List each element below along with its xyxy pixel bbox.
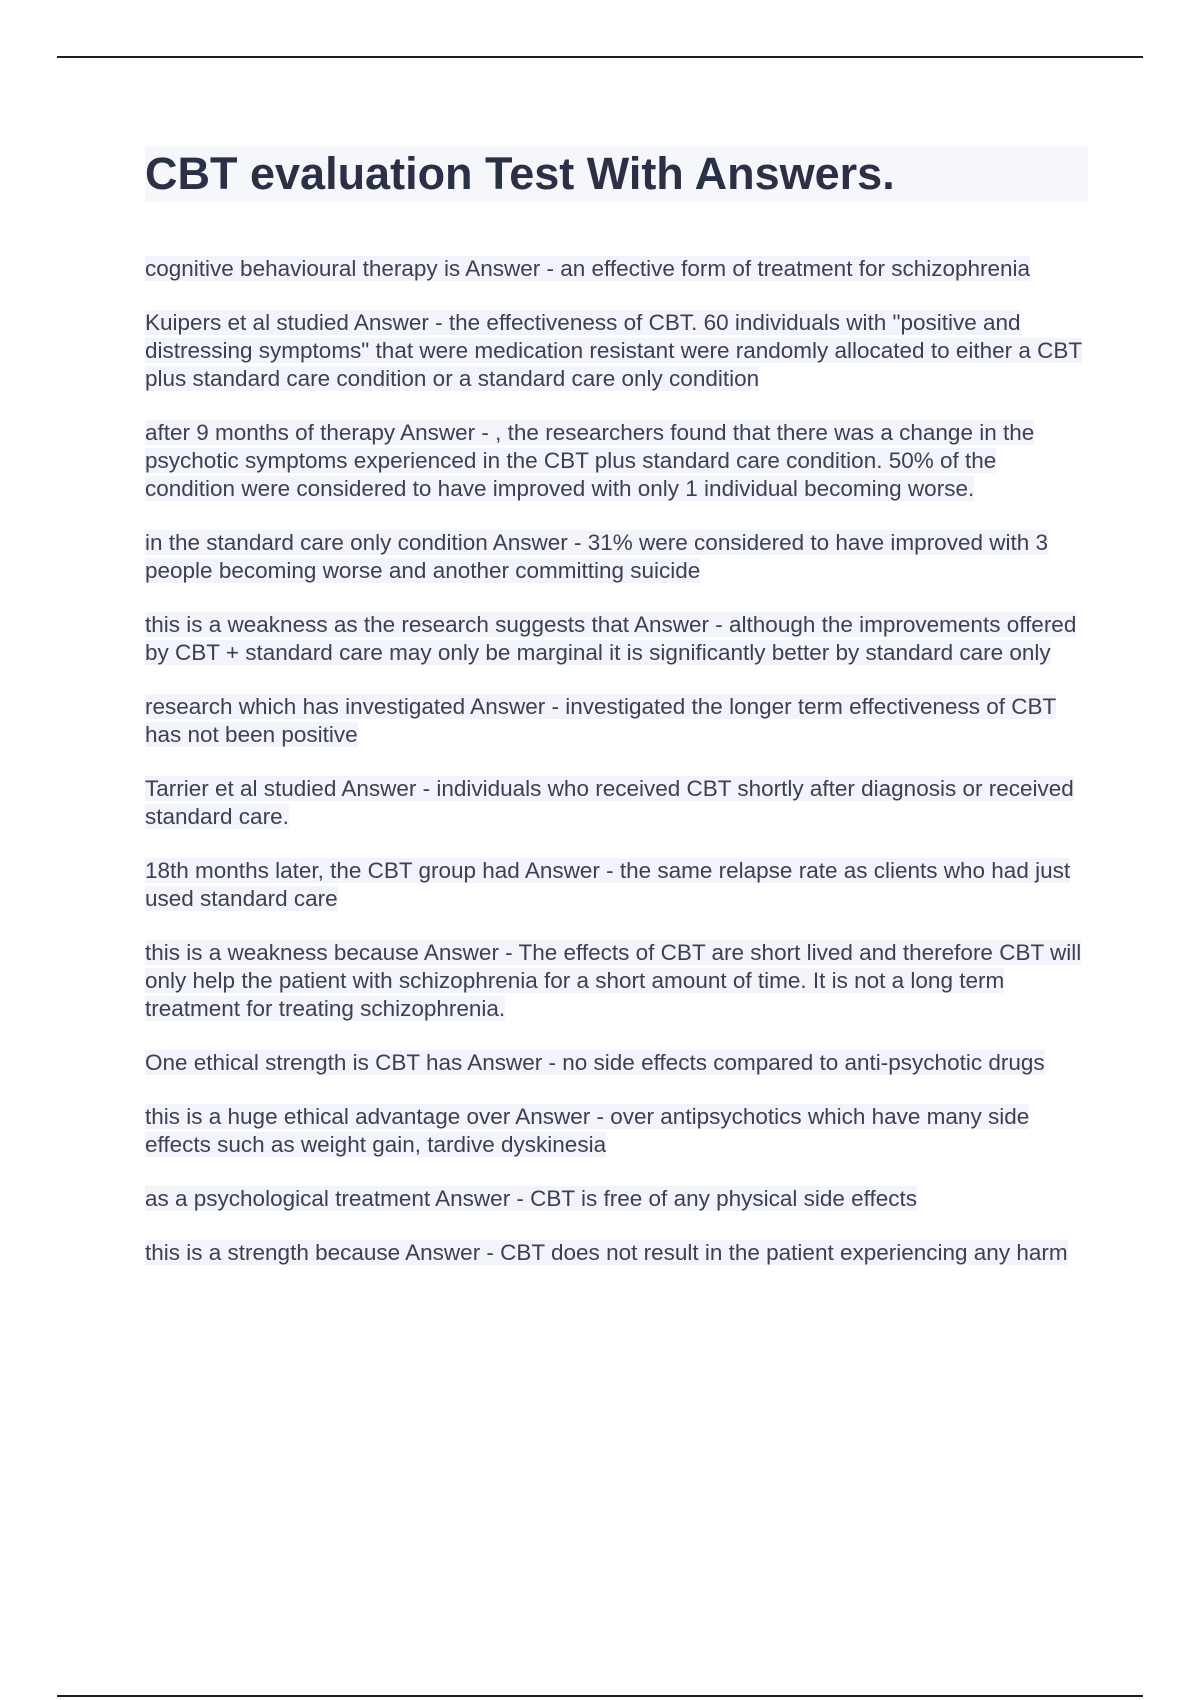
qa-item (145, 611, 1090, 667)
qa-text: 18th months later, the CBT group had Answer - the same relapse rate as clients who had just used standard care (145, 858, 1071, 911)
document-title: CBT evaluation Test With Answers. (145, 148, 895, 199)
qa-item (145, 693, 1090, 749)
qa-item (145, 857, 1090, 913)
qa-item (145, 1049, 1090, 1077)
qa-item (145, 775, 1090, 831)
qa-item (145, 1185, 1090, 1213)
qa-item (145, 1103, 1090, 1159)
qa-list (145, 255, 1090, 1293)
qa-text: cognitive behavioural therapy is Answer - an effective form of treatment for schizophrenia (145, 256, 1031, 281)
qa-text: Tarrier et al studied Answer - individuals who received CBT shortly after diagnosis or received standard care. (145, 776, 1074, 829)
qa-item (145, 255, 1090, 283)
qa-item (145, 309, 1090, 393)
qa-text: this is a huge ethical advantage over Answer - over antipsychotics which have many side effects such as weight gain, tardive dyskinesia (145, 1104, 1030, 1157)
qa-text: this is a strength because Answer - CBT does not result in the patient experiencing any harm (145, 1240, 1068, 1265)
qa-item (145, 419, 1090, 503)
qa-item (145, 939, 1090, 1023)
top-divider (57, 56, 1143, 58)
bottom-divider (57, 1695, 1143, 1697)
qa-text: this is a weakness because Answer - The effects of CBT are short lived and therefore CBT will only help the patient with schizophrenia for a short amount of time. It is not a long term treatment for treating schizophrenia. (145, 940, 1082, 1021)
qa-item (145, 1239, 1090, 1267)
qa-text: Kuipers et al studied Answer - the effectiveness of CBT. 60 individuals with "positive and distressing symptoms" that were medication resistant were randomly allocated to either a CBT plus standard care condition or a standard care only condition (145, 310, 1083, 391)
title-highlight (145, 146, 1088, 202)
qa-text: One ethical strength is CBT has Answer - no side effects compared to anti-psychotic drugs (145, 1050, 1045, 1075)
qa-item (145, 529, 1090, 585)
qa-text: after 9 months of therapy Answer - , the researchers found that there was a change in the psychotic symptoms experienced in the CBT plus standard care condition. 50% of the condition were considered to have improved with only 1 individual becoming worse. (145, 420, 1035, 501)
qa-text: as a psychological treatment Answer - CBT is free of any physical side effects (145, 1186, 918, 1211)
qa-text: in the standard care only condition Answer - 31% were considered to have improved with 3 people becoming worse and another committing suicide (145, 530, 1048, 583)
qa-text: research which has investigated Answer - investigated the longer term effectiveness of CBT has not been positive (145, 694, 1057, 747)
qa-text: this is a weakness as the research suggests that Answer - although the improvements offered by CBT + standard care may only be marginal it is significantly better by standard care only (145, 612, 1077, 665)
